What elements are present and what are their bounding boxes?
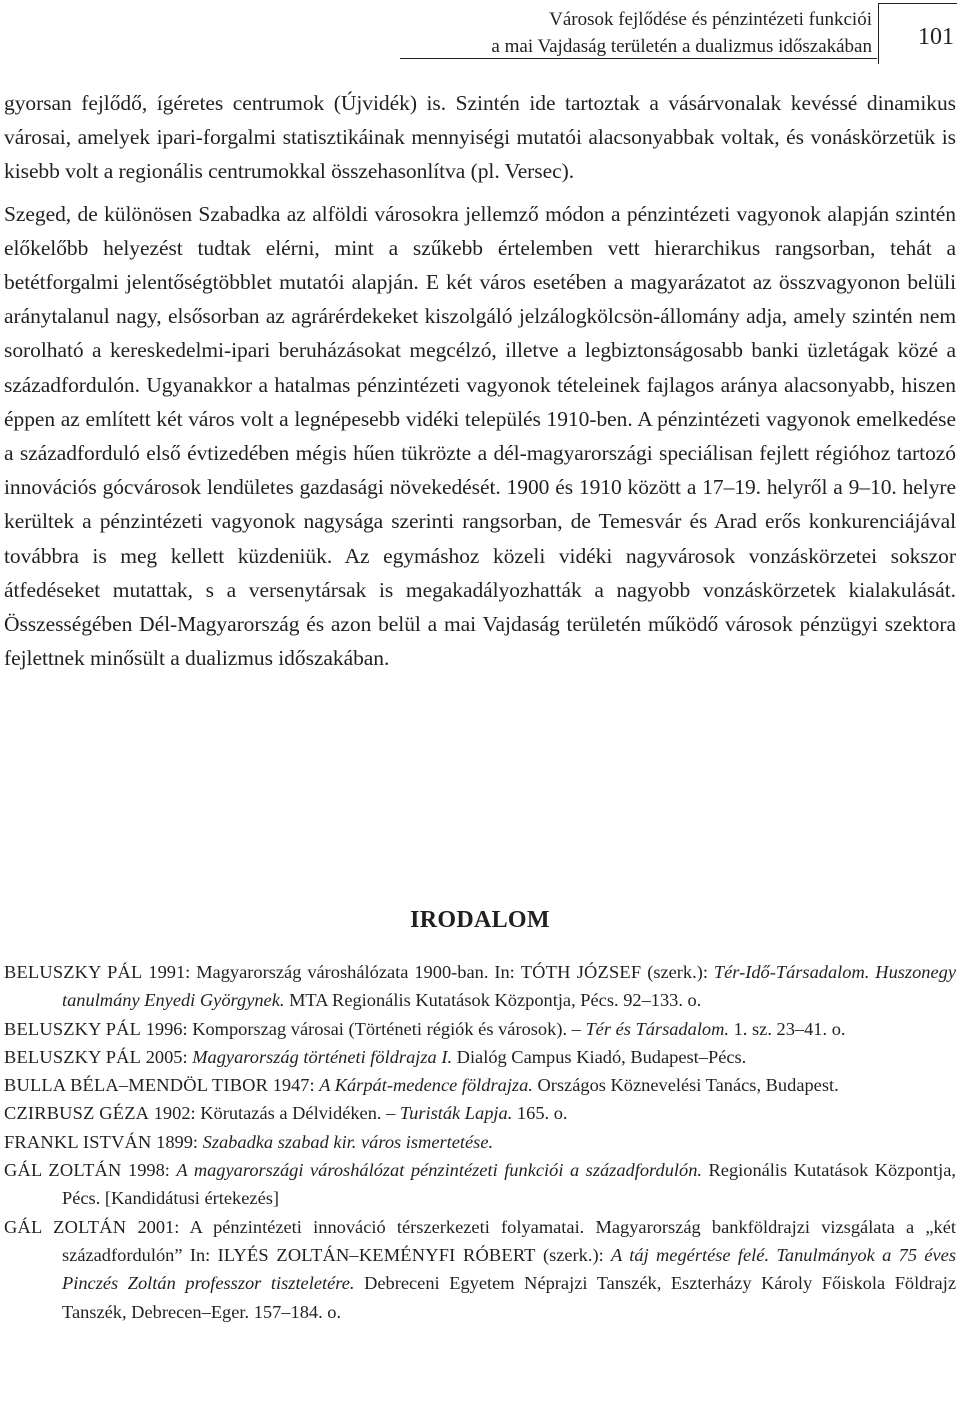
reference-text: 1998: [121,1160,177,1181]
body-text [4,86,956,675]
reference-text: Dialóg Campus Kiadó, Budapest–Pécs. [452,1046,747,1067]
reference-text: (szerk.): [535,1244,612,1265]
paragraph: Szeged, de különösen Szabadka az alföldi városokra jellemző módon a pénzintézeti vagyonok alapján szintén előkelőbb helyezést tudtak elérni, mint a szűkebb értelemben vett hierarchikus rangsorban, tehát a betétforgalmi jelentőségtöbblet mutatói alapján. E két város esetében a magyarázatot az összvagyonon belüli aránytalanul nagy, elsősorban az agrárérdekeket kiszolgáló jelzálogkölcsön-állomány adja, amely szintén nem sorolható a kereskedelmi-ipari beruházásokat megcélzó, illetve a legbiztonságosabb banki üzletágak közé a századfordulón. Ugyanakkor a hatalmas pénzintézeti vagyonok tételeinek fajlagos aránya alacsonyabb, hiszen éppen az említett két város volt a legnépesebb vidéki település 1910-ben. A pénzintézeti vagyonok emelkedése a századforduló első évtizedében mégis hűen tükrözte a dél-magyarországi speciálisan fejlett régióhoz tartozó innovációs gócvárosok lendületes gazdasági növekedését. 1900 és 1910 között a 17–19. helyről a 9–10. helyre kerültek a pénzintézeti vagyonok nagysága szerinti rangsorban, de Temesvár és Arad erős konkurenciájával továbbra is meg kellett küzdeniük. Az egymáshoz közeli vidéki nagyvárosok vonzáskörzetei sokszor átfedéseket mutattak, s a versenytársak is megakadályozhatták a nagyobb vonzáskörzetek kialakulását. Összességében Dél-Magyarország és azon belül a mai Vajdaság területén működő városok pénzügyi szektora fejlettnek minősült a dualizmus időszakában. [4,201,956,671]
reference-text: 1. sz. 23–41. o. [729,1018,846,1039]
reference-list [4,958,956,1326]
reference-item [4,1071,956,1099]
reference-item [4,958,956,1015]
running-title [491,6,872,60]
reference-editor: TÓTH JÓZSEF [520,962,642,982]
reference-item [4,1128,956,1156]
reference-item [4,1099,956,1127]
reference-title: A táj megértése felé. Tanulmányok a 75 éves Pinczés Zoltán professzor tiszteletére. [62,1244,957,1294]
paragraph: gyorsan fejlődő, ígéretes centrumok (Újvidék) is. Szintén ide tartoztak a vásárvonalak kevéssé dinamikus városai, amelyek ipari-forgalmi statisztikáinak mennyiségi mutatói alacsonyabbak voltak, és vonáskörzetük is kisebb volt a regionális centrumokkal összehasonlítva (pl. Versec). [4,91,956,184]
reference-author: CZIRBUSZ GÉZA [4,1103,150,1124]
reference-title: Szabadka szabad kir. város ismertetése. [202,1131,494,1152]
reference-author: BELUSZKY PÁL [4,962,143,982]
reference-author: FRANKL ISTVÁN [4,1131,152,1152]
reference-text: Regionális Kutatások Központja, Pécs. [Kandidátusi értekezés] [62,1160,956,1209]
reference-title: Tér és Társadalom. [585,1018,730,1039]
reference-text: Debreceni Egyetem Néprajzi Tanszék, Eszterházy Károly Főiskola Földrajz Tanszék, Debrecen–Eger. 157–184. o. [62,1273,956,1322]
header-rule [400,58,877,59]
reference-title: Tér-Idő-Társadalom. Huszonegy tanulmány Enyedi Györgynek. [62,962,956,1011]
reference-item [4,1213,956,1326]
reference-title: A Kárpát-medence földrajza. [319,1075,533,1096]
reference-editor: ILYÉS ZOLTÁN–KEMÉNYFI RÓBERT [217,1244,536,1265]
reference-text: 1996: Komporszag városai (Történeti régiók és városok). – [141,1018,586,1039]
reference-item [4,1156,956,1213]
reference-author: GÁL ZOLTÁN [4,1216,127,1237]
reference-title: Turisták Lapja. [399,1103,513,1124]
reference-title: A magyarországi városhálózat pénzintézeti funkciói a századfordulón. [176,1160,702,1181]
reference-text: 2001: A pénzintézeti innováció térszerkezeti folyamatai. Magyarország bankföldrajzi vizsgálata a „két századfordulón” In: [62,1216,956,1265]
section-title: IRODALOM [410,907,550,933]
reference-author: GÁL ZOLTÁN [4,1160,122,1181]
reference-text: 1899: [151,1131,203,1152]
running-title-line-2: a mai Vajdaság területén a dualizmus időszakában [491,36,872,57]
reference-author: BELUSZKY PÁL [4,1018,142,1039]
reference-text: 1902: Körutazás a Délvidéken. – [149,1103,400,1124]
reference-text: MTA Regionális Kutatások Központja, Pécs. 92–133. o. [284,990,702,1011]
reference-text: 1947: [268,1075,320,1096]
reference-text: (szerk.): [641,962,714,982]
reference-text: 165. o. [512,1103,568,1124]
reference-title: Magyarország történeti földrajza I. [192,1046,453,1067]
reference-text: 2005: [141,1046,193,1067]
reference-item [4,1015,956,1043]
page-number: 101 [918,24,954,50]
reference-item [4,1043,956,1071]
reference-author: BELUSZKY PÁL [4,1046,142,1067]
running-title-line-1: Városok fejlődése és pénzintézeti funkciói [549,9,872,30]
reference-author: BULLA BÉLA–MENDÖL TIBOR [4,1075,269,1096]
page-header [0,0,960,66]
reference-text: Országos Köznevelési Tanács, Budapest. [532,1075,839,1096]
reference-text: 1991: Magyarország városhálózata 1900-ban. In: [142,962,521,982]
